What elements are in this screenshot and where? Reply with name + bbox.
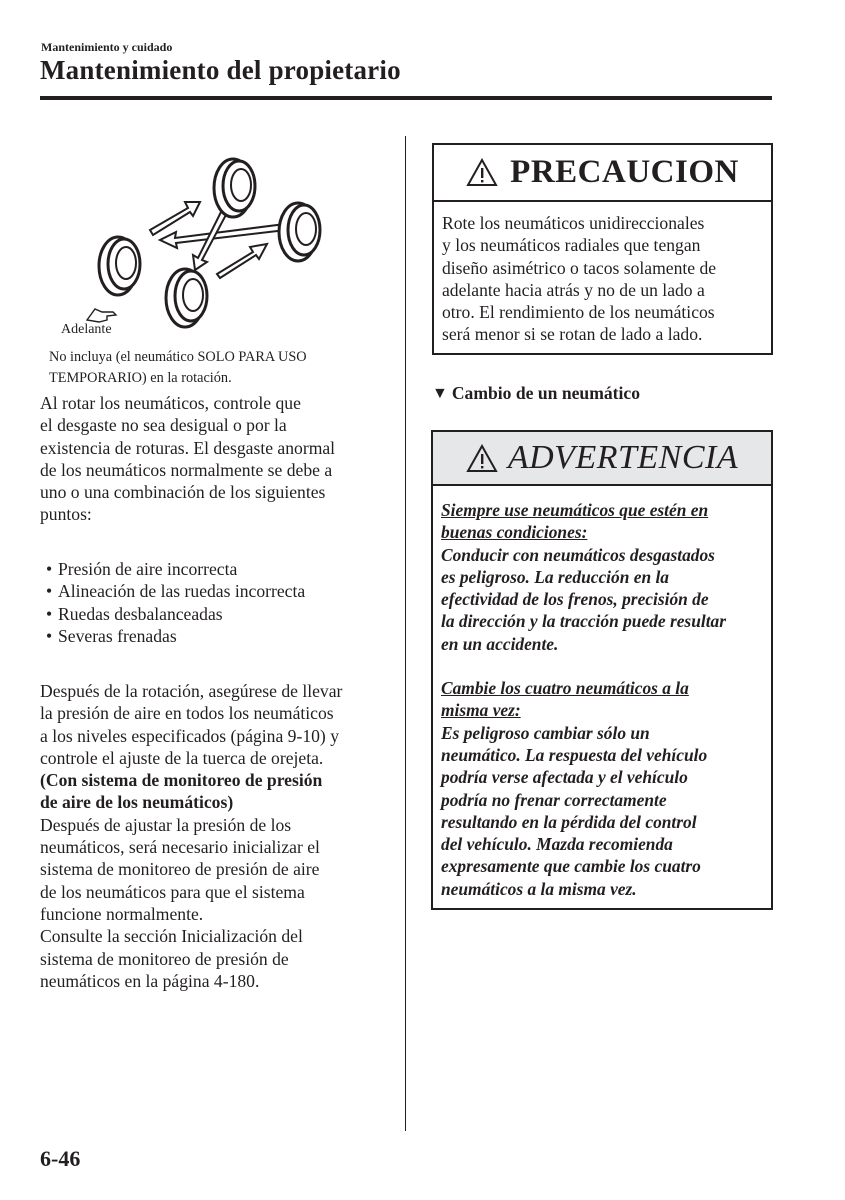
after-rotation-paragraph: Después de la rotación, asegúrese de llevar la presión de aire en todos los neumáticos a los niveles especificados (página 9-10) y controle el ajuste de la tuerca de orejeta. (Con sistema de monitoreo de presión de aire de los neumáticos) Después de ajustar la presión de los neumáticos, será necesario inicializar el sistema de monitoreo de presión de aire de los neumáticos para que el sistema funcione normalmente. Consulte la sección Inicialización del sistema de monitoreo de presión de neumáticos en la página 4-180. <box>40 680 390 992</box>
caution-box <box>432 143 773 355</box>
arrow-icon <box>150 202 200 235</box>
tire-icon <box>99 237 140 295</box>
tire-icon <box>166 269 207 327</box>
warning-text: Siempre use neumáticos que estén en buenas condiciones: Conducir con neumáticos desgastados es peligroso. La reducción en la efectividad de los frenos, precisión de la dirección y la tracción puede resultar en un accidente. Cambie los cuatro neumáticos a la misma vez: Es peligroso cambiar sólo un neumático. La respuesta del vehículo podría verse afectada y el vehículo podría no frenar correctamente resultando en la pérdida del control del vehículo. Mazda recomienda expresamente que cambie los cuatro neumáticos a la misma vez. <box>433 486 771 900</box>
section-marker-icon: ▼ <box>432 384 448 402</box>
tire-rotation-diagram <box>55 150 345 350</box>
caution-heading: PRECAUCION <box>510 154 739 190</box>
caution-header <box>434 145 771 202</box>
warning-subheading: Siempre use neumáticos que estén en <box>441 500 709 520</box>
page-title: Mantenimiento del propietario <box>40 55 401 85</box>
arrow-icon <box>217 244 267 278</box>
warning-heading: ADVERTENCIA <box>507 439 739 476</box>
forward-hand-icon <box>87 309 116 322</box>
tpms-heading: (Con sistema de monitoreo de presión <box>40 770 323 791</box>
list-item: • Alineación de las ruedas incorrecta <box>46 581 306 602</box>
warning-triangle-icon <box>466 158 498 187</box>
forward-label: Adelante <box>61 322 112 337</box>
section-heading: ▼ Cambio de un neumático <box>432 383 641 403</box>
caution-text: Rote los neumáticos unidireccionales y los neumáticos radiales que tengan diseño asimétrico o tacos solamente de adelante hacia atrás y no de un lado a otro. El rendimiento de los neumáticos será menor si se rotan de lado a lado. <box>442 213 717 345</box>
warning-subheading: buenas condiciones: <box>441 522 588 543</box>
intro-paragraph: Al rotar los neumáticos, controle que el desgaste no sea desigual o por la existencia de roturas. El desgaste anormal de los neumáticos normalmente se debe a uno o una combinación de los siguientes puntos: <box>40 393 336 525</box>
figure-caption: No incluya (el neumático SOLO PARA USO TEMPORARIO) en la rotación. <box>49 349 307 386</box>
warning-subheading: misma vez: <box>441 700 521 721</box>
warning-subheading: Cambie los cuatro neumáticos a la <box>441 678 689 699</box>
page-number: 6-46 <box>40 1146 81 1171</box>
breadcrumb: Mantenimiento y cuidado <box>41 40 173 54</box>
tire-icon <box>214 159 255 217</box>
list-item: • Ruedas desbalanceadas <box>46 603 223 624</box>
warning-triangle-icon <box>466 444 498 473</box>
warning-header <box>433 432 771 486</box>
warning-box <box>431 430 773 910</box>
list-item: • Severas frenadas <box>46 625 177 646</box>
tire-icon <box>279 203 320 261</box>
causes-list <box>40 558 390 647</box>
list-item: • Presión de aire incorrecta <box>46 559 238 579</box>
column-divider <box>405 136 406 1131</box>
tpms-heading: de aire de los neumáticos) <box>40 792 234 813</box>
header-rule <box>40 96 772 100</box>
